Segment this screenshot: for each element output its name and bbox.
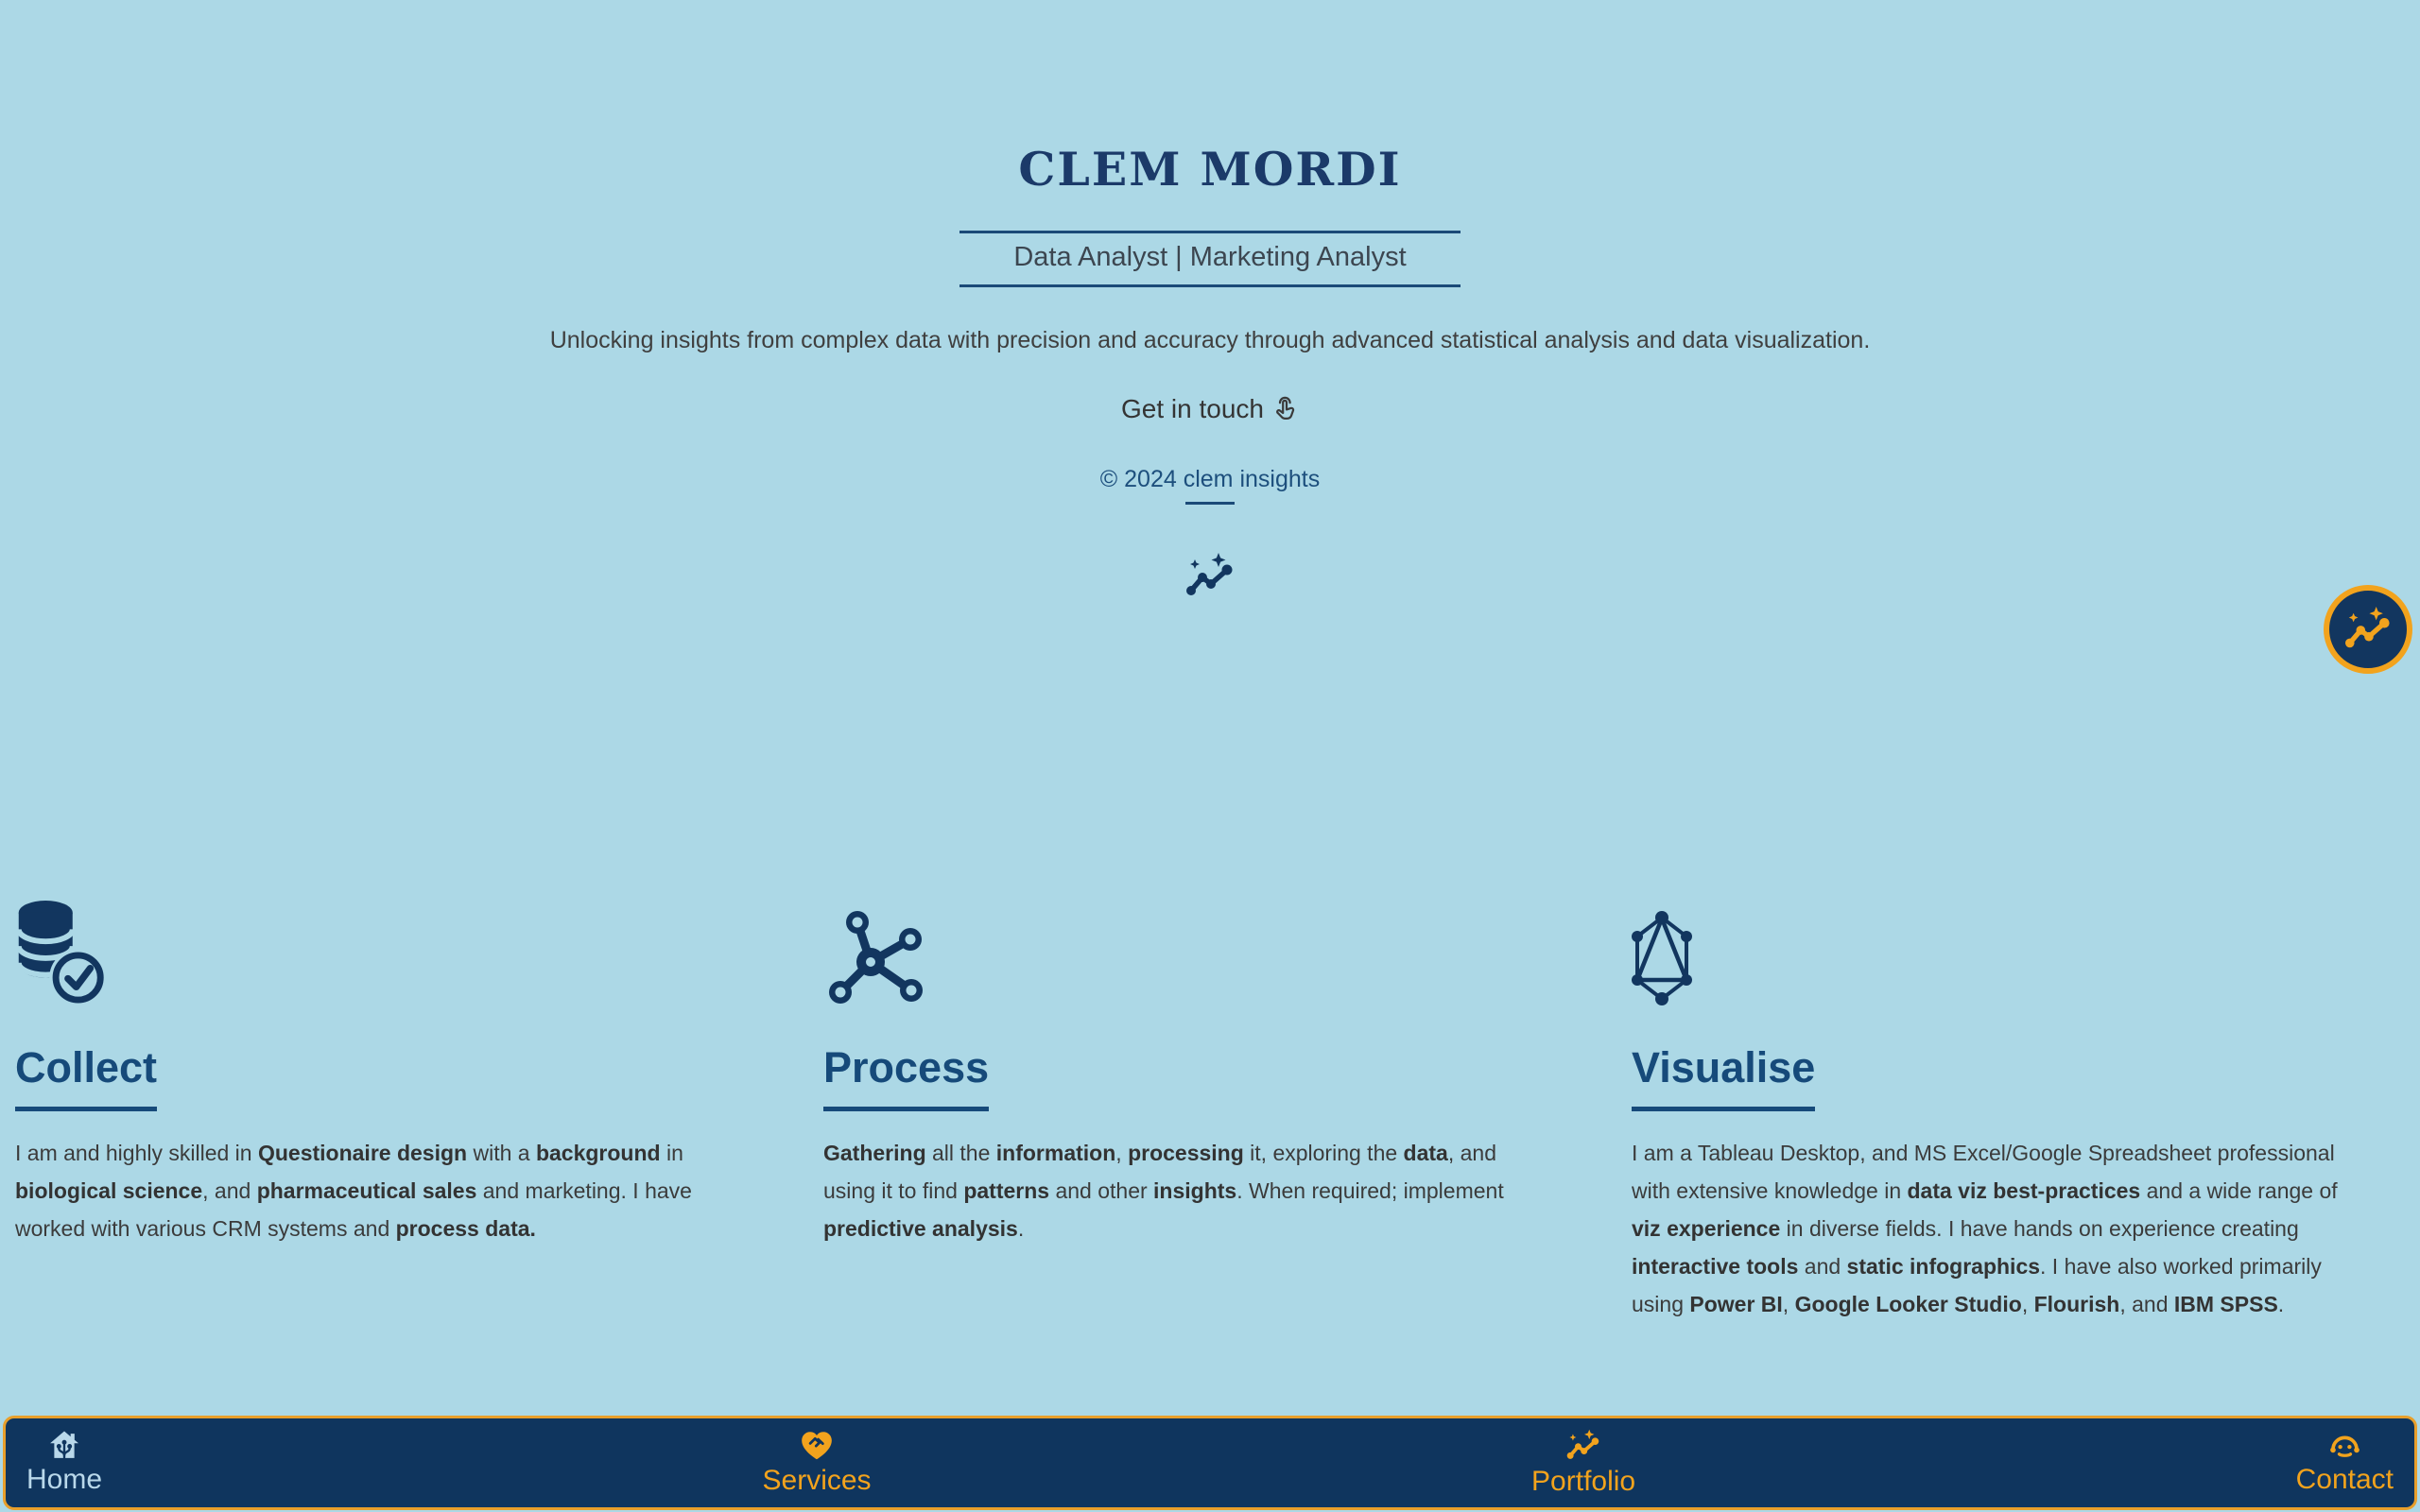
heart-handshake-icon [799, 1430, 835, 1462]
divider-line [1185, 502, 1235, 505]
sparkline-chart-icon [1566, 1429, 1600, 1463]
nav-label: Services [762, 1464, 872, 1496]
service-heading: Visualise [1632, 1043, 1815, 1111]
get-in-touch-link[interactable] [1121, 394, 1299, 424]
hero-section [0, 0, 2420, 601]
service-paragraph: I am and highly skilled in Questionaire design with a background in biological science, and pharmaceutical sales and marketing. I have worked with various CRM systems and process data. [15, 1141, 692, 1241]
headset-icon [2327, 1430, 2362, 1461]
copyright-year: © 2024 [1099, 466, 1177, 492]
service-column-collect [15, 899, 757, 1323]
nav-item-portfolio[interactable] [1531, 1429, 1635, 1498]
services-section [0, 899, 2420, 1323]
service-paragraph: Gathering all the information, processing it, exploring the data, and using it to find patterns and other insights. When required; implement predictive analysis. [823, 1141, 1504, 1241]
service-column-process [823, 899, 1565, 1323]
bottom-navbar [3, 1416, 2417, 1510]
nav-label: Portfolio [1531, 1465, 1636, 1497]
graph-hexagon-icon [1632, 899, 2374, 1005]
page-title: CLEM MORDI [1018, 142, 1402, 197]
nav-item-home[interactable] [26, 1430, 102, 1496]
network-nodes-icon [823, 899, 1565, 1005]
nav-item-contact[interactable] [2296, 1430, 2394, 1496]
nav-label: Home [26, 1464, 103, 1495]
service-column-visualise [1632, 899, 2374, 1323]
copyright [0, 466, 2420, 493]
subtitle-label: Data Analyst | Marketing Analyst [1013, 242, 1407, 272]
sparkline-chart-icon [2344, 606, 2392, 653]
service-heading: Collect [15, 1043, 157, 1111]
tagline: Unlocking insights from complex data with precision and accuracy through advanced statistical analysis and data visualization. [549, 327, 1871, 353]
tap-icon [1270, 395, 1299, 423]
service-paragraph: I am a Tableau Desktop, and MS Excel/Google Spreadsheet professional with extensive knowledge in data viz best-practices and a wide range of viz experience in diverse fields. I have hands on experience creating interactive tools and static infographics. I have also worked primarily using Power BI, Google Looker Studio, Flourish, and IBM SPSS. [1632, 1141, 2338, 1316]
nav-item-services[interactable] [763, 1430, 872, 1497]
nav-label: Contact [2295, 1464, 2394, 1495]
scroll-top-button[interactable] [2324, 585, 2412, 674]
subtitle [959, 231, 1461, 287]
service-heading: Process [823, 1043, 989, 1111]
cta-row [0, 394, 2420, 424]
database-check-icon [15, 899, 757, 1005]
get-in-touch-label: Get in touch [1121, 394, 1264, 423]
smart-home-icon [47, 1430, 81, 1461]
clem-insights-link[interactable]: clem insights [1183, 466, 1321, 492]
sparkline-chart-icon [0, 552, 2420, 601]
